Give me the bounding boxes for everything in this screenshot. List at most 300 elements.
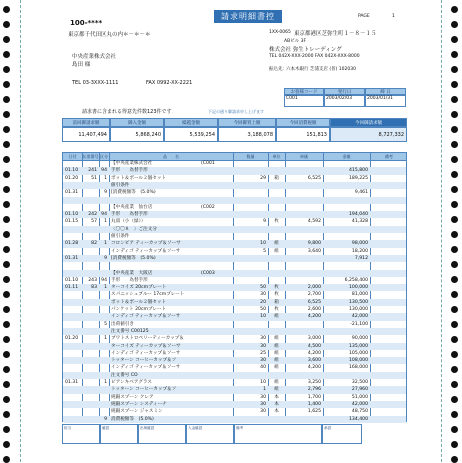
tractor-hole: [3, 126, 10, 133]
row-item-name: 注文番号 C00125: [111, 328, 149, 334]
row-item-name: スパニッシュブルー 17cmプレート: [111, 292, 185, 298]
row-item-name: 手形 為替手形: [111, 168, 148, 174]
right-perforation-line: [441, 0, 442, 462]
tractor-hole: [3, 186, 10, 193]
tractor-hole: [3, 36, 10, 43]
tractor-hole: [3, 6, 10, 13]
row-item-name: 【中央産業株式会社: [111, 161, 153, 166]
tractor-hole: [3, 411, 10, 418]
row-amount: 7,912: [354, 255, 368, 261]
row-amount: 168,000: [349, 365, 368, 371]
invoice-form: [62, 8, 407, 454]
row-slip-no: 51: [91, 175, 97, 181]
row-kind: 9: [104, 190, 107, 196]
tractor-hole: [451, 291, 458, 298]
issuer-address: 東京都港区芝弥生町１－８－１５: [294, 31, 377, 37]
summary-value-0: 11,407,494: [62, 127, 110, 142]
table-row: [63, 211, 406, 218]
notice-text: 請求書に含まれる得意先件数123件です: [82, 109, 172, 115]
row-date: 01.10: [65, 212, 79, 218]
row-quantity: 50: [260, 285, 266, 291]
table-row: [63, 167, 406, 174]
tractor-hole: [451, 351, 458, 358]
row-unit-price: 2,000: [307, 285, 321, 291]
row-quantity: 30: [260, 394, 266, 400]
row-slip-no: 57: [91, 219, 97, 225]
tractor-hole: [3, 441, 10, 448]
page-number: 1: [392, 14, 395, 19]
tractor-hole: [451, 366, 458, 373]
table-row: [63, 386, 406, 393]
recipient-fax: FAX 0992-XX-2221: [146, 80, 193, 86]
row-date: 01.10: [65, 168, 79, 174]
summary-value-5: 8,727,332: [330, 127, 407, 142]
row-unit-price: 3,000: [307, 336, 321, 342]
tractor-hole: [451, 111, 458, 118]
tractor-hole: [3, 306, 10, 313]
tractor-hole: [451, 411, 458, 418]
row-unit-price: 1,400: [307, 401, 321, 407]
tractor-hole: [3, 81, 10, 88]
row-amount: 134,400: [349, 416, 368, 422]
row-item-name: ターコイズ ティーカップ＆ソーサ: [111, 343, 181, 349]
summary-header-1: 御入金額: [110, 118, 164, 127]
row-kind: 94: [101, 168, 107, 174]
row-date: 01.10: [65, 277, 79, 283]
tractor-hole: [451, 246, 458, 253]
row-amount: 108,000: [349, 358, 368, 364]
summary-header-3: 今回御買上額: [218, 118, 276, 127]
tractor-hole: [3, 291, 10, 298]
row-kind: 9: [104, 255, 107, 261]
recipient-address: 東京都千代田区丸の内＊－＊－＊: [68, 32, 151, 38]
row-slip-no: 82: [91, 241, 97, 247]
row-amount: 6,258,400: [344, 277, 368, 283]
row-unit: 枚: [274, 292, 279, 298]
tractor-hole: [451, 396, 458, 403]
table-row: [63, 350, 406, 357]
tractor-hole: [3, 336, 10, 343]
row-unit-price: 4,592: [307, 219, 321, 225]
row-item-name: インディゴ ティーカップ＆ソーサ: [111, 248, 181, 254]
table-row: [63, 197, 406, 204]
tractor-hole: [451, 216, 458, 223]
row-unit-price: 3,600: [307, 358, 321, 364]
recipient-postal: 100-****: [70, 19, 103, 27]
row-unit: 箱: [274, 175, 279, 181]
tractor-hole: [3, 141, 10, 148]
table-row: [63, 277, 406, 284]
tractor-hole: [3, 231, 10, 238]
row-unit-price: 4,200: [307, 314, 321, 320]
table-row: [63, 240, 406, 247]
row-unit: 組: [274, 350, 279, 356]
table-row: [63, 255, 406, 262]
approval-footer: [62, 424, 407, 452]
detail-header-7: 金額: [342, 154, 351, 159]
row-item-name: パンケット 20cmプレート: [111, 307, 167, 312]
right-tractor-strip: [448, 0, 462, 462]
footer-box: [138, 424, 186, 444]
summary-value-3: 3,188,078: [218, 127, 276, 142]
detail-header-1: 伝票番号: [82, 154, 99, 159]
table-row: [63, 248, 406, 255]
row-amount: 194,040: [349, 212, 368, 218]
row-quantity: 29: [260, 175, 266, 181]
footer-label: 確認: [102, 426, 110, 430]
row-slip-no: 243: [88, 277, 97, 283]
table-row: [63, 379, 406, 386]
document-title: 請求明細書控: [214, 10, 282, 23]
row-slip-no: 242: [88, 212, 97, 218]
row-item-name: ポット＆ボール２個セット: [111, 299, 167, 305]
row-quantity: 9: [263, 219, 266, 225]
row-item-name: 【中央産業 大阪店: [111, 270, 153, 276]
row-kind: 1: [104, 285, 107, 291]
row-item-name: 値引条件: [111, 182, 130, 188]
row-item-name: インディゴ ティーカップ＆ソーサ: [111, 350, 181, 356]
row-amount: 100,000: [349, 285, 368, 291]
bank-account: 六本木銀行 芝浦支店 (普) 102030: [286, 67, 356, 72]
footer-box: [234, 424, 322, 444]
detail-table: [62, 152, 407, 422]
row-unit: 組: [274, 365, 279, 371]
row-quantity: 1: [263, 387, 266, 393]
row-item-name: インディゴ ティーカップ＆ソーサ: [111, 314, 181, 320]
table-row: [63, 226, 406, 233]
row-item-name: [消費税額等 (5.0%): [111, 255, 156, 261]
row-unit-price: 4,200: [307, 365, 321, 371]
issuer-building: ABビル 3F: [284, 39, 307, 44]
row-amount: 27,960: [351, 387, 368, 393]
row-amount: 105,000: [349, 350, 368, 356]
issuer-postal: 1XX-0065: [269, 30, 291, 35]
detail-header-3: 品 名: [163, 154, 179, 159]
tractor-hole: [451, 426, 458, 433]
row-unit-price: 3,640: [307, 248, 321, 254]
row-quantity: 25: [260, 350, 266, 356]
row-quantity: 50: [260, 307, 266, 312]
footer-label: 入金確認: [188, 426, 203, 430]
row-unit-price: 9,800: [307, 241, 321, 247]
row-unit: 枚: [274, 307, 279, 312]
table-row: [63, 394, 406, 401]
tractor-hole: [3, 381, 10, 388]
row-amount: 90,000: [351, 336, 368, 342]
bank-label: 振込先：: [269, 67, 287, 72]
tractor-hole: [3, 426, 10, 433]
tractor-hole: [451, 231, 458, 238]
customer-code-value: C001: [284, 95, 324, 107]
table-row: [63, 299, 406, 306]
table-row: [63, 291, 406, 298]
summary-value-2: 5,539,254: [164, 127, 218, 142]
row-item-name: 注文番号 CO: [111, 372, 138, 378]
table-row: [63, 218, 406, 225]
issuer-company: 株式会社 弥生トレーディング: [269, 47, 342, 53]
row-unit: 組: [274, 387, 279, 393]
row-amount: 41,328: [351, 219, 368, 225]
tractor-hole: [451, 156, 458, 163]
table-row: [63, 357, 406, 364]
row-item-name: 消費税額等 (5.0%): [111, 416, 154, 422]
tractor-hole: [3, 96, 10, 103]
row-item-name: トッターン コーヒーカップ＆ソ: [111, 358, 177, 364]
tractor-hole: [3, 246, 10, 253]
table-row: [63, 284, 406, 291]
row-unit: 組: [274, 248, 279, 254]
footer-label: 担当: [64, 426, 72, 430]
customer-code-header: お客様コード: [284, 88, 324, 95]
table-row: [63, 328, 406, 335]
row-amount: 9,461: [354, 190, 368, 196]
row-unit-price: 4,500: [307, 343, 321, 349]
table-row: [63, 401, 406, 408]
row-slip-no: 83: [91, 285, 97, 291]
tractor-hole: [451, 126, 458, 133]
table-row: [63, 270, 406, 277]
row-amount: 32,500: [351, 380, 368, 385]
tractor-hole: [451, 36, 458, 43]
tractor-hole: [3, 396, 10, 403]
row-kind: 1: [104, 219, 107, 225]
row-quantity: 10: [260, 241, 266, 247]
row-unit: 組: [274, 380, 279, 385]
row-item-name: 純銀スプーン ジャスミン: [111, 409, 163, 415]
table-row: [63, 182, 406, 189]
row-quantity: 30: [260, 343, 266, 349]
notice-subtext: 下記の通り御請求申し上げます: [208, 109, 264, 114]
row-amount: 48,750: [351, 409, 368, 415]
table-row: [63, 306, 406, 313]
footer-box: [62, 424, 100, 444]
row-kind: 1: [104, 175, 107, 181]
row-date: 01.31: [65, 255, 79, 261]
tractor-hole: [3, 66, 10, 73]
detail-header-8: 備考: [385, 154, 393, 159]
row-kind: 1: [104, 336, 107, 342]
row-unit-price: 4,200: [307, 350, 321, 356]
row-customer-code: (C002: [201, 204, 215, 210]
summary-table: [62, 118, 407, 142]
row-amount: 130,000: [349, 307, 368, 312]
row-item-name: ターコイズ 20cmプレート: [111, 285, 167, 291]
row-date: 01.28: [65, 241, 79, 247]
row-item-name: ポット＆ボール２個セット: [111, 175, 167, 181]
table-row: [63, 313, 406, 320]
detail-header-4: 数量: [246, 154, 255, 159]
row-date: 01.20: [65, 336, 79, 342]
row-slip-no: 241: [88, 168, 97, 174]
closing-date-value: 2003/01/31: [365, 95, 406, 107]
table-row: [63, 204, 406, 211]
tractor-hole: [3, 366, 10, 373]
row-unit-price: 2,700: [307, 292, 321, 298]
summary-header-0: 前回御請求額: [62, 118, 110, 127]
summary-value-1: 5,868,240: [110, 127, 164, 142]
row-amount: 51,000: [351, 394, 368, 400]
tractor-hole: [451, 276, 458, 283]
row-quantity: 20: [260, 299, 266, 305]
row-date: 01.31: [65, 190, 79, 196]
tractor-hole: [451, 6, 458, 13]
detail-header-6: 単価: [300, 154, 308, 159]
detail-header-2: 区分: [100, 154, 108, 159]
row-unit: 組: [274, 241, 279, 247]
footer-label: 備考: [236, 426, 244, 430]
table-row: [63, 175, 406, 182]
tractor-hole: [451, 66, 458, 73]
recipient-tel: TEL 03-3XXX-1111: [72, 80, 119, 86]
row-kind: 1: [104, 241, 107, 247]
table-row: [63, 160, 406, 167]
table-row: [63, 189, 406, 196]
row-item-name: 手形 為替手形: [111, 212, 148, 218]
row-item-name: 【中央産業 仙台店: [111, 204, 153, 210]
row-customer-code: (C001: [201, 161, 215, 166]
tractor-hole: [3, 351, 10, 358]
tractor-hole: [451, 96, 458, 103]
summary-value-4: 151,813: [276, 127, 330, 142]
row-kind: 5: [104, 321, 107, 327]
detail-header-0: 日付: [68, 154, 77, 159]
row-unit: 箱: [274, 299, 279, 305]
footer-box: [100, 424, 138, 444]
row-item-name: インディゴ ティーカップ＆ソーサ: [111, 365, 181, 371]
closing-date-header: 締 日: [365, 88, 406, 95]
row-item-name: トッターン コーヒーカップ＆ソ: [111, 387, 177, 393]
recipient-company: 中央産業株式会社: [72, 54, 117, 60]
row-unit-price: 1,700: [307, 394, 321, 400]
tractor-hole: [451, 141, 458, 148]
footer-box: [322, 424, 362, 444]
summary-header-5: 今回御請求額: [330, 118, 407, 127]
row-unit-price: 6,525: [307, 175, 321, 181]
summary-header-4: 今回消費税額: [276, 118, 330, 127]
tractor-hole: [3, 51, 10, 58]
footer-label: 出荷確認: [140, 426, 155, 430]
row-item-name: ピアンキベアグラス: [111, 380, 152, 385]
row-item-name: コロンビア ティーカップ＆ソーサ: [111, 241, 181, 247]
row-item-name: [消費税額等 (5.0%): [111, 190, 156, 196]
row-date: 01.15: [65, 219, 79, 225]
table-row: [63, 233, 406, 240]
table-row: [63, 343, 406, 350]
table-row: [63, 321, 406, 328]
table-row: [63, 416, 406, 423]
tractor-hole: [451, 171, 458, 178]
recipient-person: 島田 様: [72, 62, 91, 68]
tractor-hole: [3, 261, 10, 268]
tractor-hole: [3, 216, 10, 223]
tractor-hole: [451, 441, 458, 448]
footer-box: [186, 424, 234, 444]
row-item-name: 値引条件: [111, 234, 130, 239]
row-quantity: 40: [260, 365, 266, 371]
row-item-name: 〈〇〇８ 〉ご注文分: [111, 226, 157, 232]
row-quantity: 30: [260, 409, 266, 415]
tractor-hole: [3, 201, 10, 208]
issue-date-value: 2003/02/03: [324, 95, 365, 107]
issuer-tel-fax: TEL 042X-XXX-2000 FAX 042X-XXX-8000: [269, 54, 360, 59]
row-unit: 組: [274, 314, 279, 320]
table-row: [63, 372, 406, 379]
row-unit: 本: [274, 409, 279, 415]
row-unit-price: 2,796: [307, 387, 321, 393]
tractor-hole: [3, 276, 10, 283]
summary-header-2: 繰越金額: [164, 118, 218, 127]
row-amount: 135,000: [349, 343, 368, 349]
tractor-hole: [3, 21, 10, 28]
customer-meta-table: [284, 88, 406, 107]
table-row: [63, 408, 406, 415]
row-amount: 18,200: [351, 248, 368, 254]
row-amount: 98,000: [351, 241, 368, 247]
row-unit-price: 3,250: [307, 380, 321, 385]
row-amount: 81,000: [351, 292, 368, 298]
tractor-hole: [451, 261, 458, 268]
issue-date-header: 発行日: [324, 88, 365, 95]
tractor-hole: [451, 81, 458, 88]
row-unit: 枚: [274, 285, 279, 291]
row-quantity: 30: [260, 292, 266, 298]
row-quantity: 30: [260, 336, 266, 342]
row-unit: 本: [274, 401, 279, 407]
row-date: 01.11: [65, 285, 79, 291]
table-row: [63, 262, 406, 269]
tractor-hole: [451, 381, 458, 388]
tractor-hole: [451, 321, 458, 328]
row-item-name: 純銀スプーン シスディーナ: [111, 401, 167, 407]
tractor-hole: [3, 171, 10, 178]
row-amount: 130,500: [349, 299, 368, 305]
row-unit: 組: [274, 336, 279, 342]
tractor-hole: [3, 321, 10, 328]
row-quantity: 30: [260, 358, 266, 364]
tractor-hole: [451, 21, 458, 28]
row-kind: 9: [104, 416, 107, 422]
row-quantity: 30: [260, 401, 266, 407]
row-date: 01.31: [65, 380, 79, 385]
row-amount: 415,800: [349, 168, 368, 174]
tractor-hole: [451, 51, 458, 58]
row-item-name: 丸皿（小（緑））: [111, 219, 146, 225]
table-row: [63, 335, 406, 342]
page-label: PAGE: [358, 14, 370, 19]
row-unit-price: 1,625: [307, 409, 321, 415]
row-quantity: 10: [260, 380, 266, 385]
row-unit: 組: [274, 343, 279, 349]
row-customer-code: (C003: [201, 270, 215, 276]
row-unit: 組: [274, 358, 279, 364]
detail-header-5: 単位: [272, 154, 281, 159]
row-quantity: 10: [260, 314, 266, 320]
row-kind: 94: [101, 212, 107, 218]
row-kind: 94: [101, 277, 107, 283]
tractor-hole: [3, 111, 10, 118]
row-unit: 本: [274, 394, 279, 400]
row-amount: 42,000: [351, 314, 368, 320]
row-unit-price: 6,525: [307, 299, 321, 305]
row-item-name: 出荷値引き: [111, 321, 134, 327]
row-item-name: 手形 為替手形: [111, 277, 148, 283]
tractor-hole: [3, 156, 10, 163]
row-date: 01.20: [65, 175, 79, 181]
row-unit-price: 2,600: [307, 307, 321, 312]
row-kind: 1: [104, 380, 107, 385]
row-amount: 189,225: [349, 175, 368, 181]
row-item-name: ブワトストロベリーティーカップ＆: [111, 336, 184, 342]
